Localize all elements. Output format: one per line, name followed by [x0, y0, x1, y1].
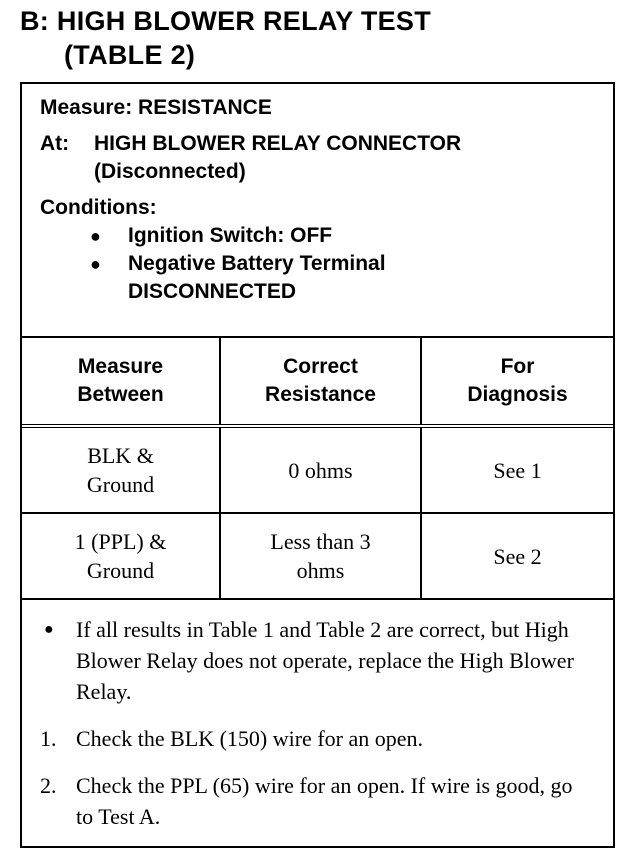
cell-text: 1 (PPL) & [74, 529, 167, 554]
header-measure-between [22, 338, 220, 426]
note-text: Check the PPL (65) wire for an open. If wire is good, go to Test A. [76, 773, 573, 829]
header-for-diagnosis [421, 338, 613, 426]
bullet-icon: ● [90, 226, 101, 246]
cell-text: Ground [86, 558, 155, 583]
resistance-table [22, 338, 613, 600]
condition-item-2-line-2: DISCONNECTED [128, 280, 297, 303]
cell-correct-resistance [220, 513, 421, 599]
cell-text: 0 ohms [288, 457, 353, 483]
cell-text: Less than 3 [270, 529, 371, 554]
cell-for-diagnosis: See 1 [421, 426, 613, 513]
at-label: At: [40, 132, 70, 155]
cell-text: Ground [86, 472, 155, 497]
page-title [20, 4, 431, 72]
cell-correct-resistance [220, 426, 421, 513]
condition-item-2-line-1: Negative Battery Terminal [128, 252, 386, 275]
condition-item [40, 222, 613, 250]
note-item [40, 770, 589, 832]
title-line-2: (TABLE 2) [64, 40, 196, 70]
cell-text: ohms [296, 558, 345, 583]
at-line-2: (Disconnected) [94, 160, 246, 183]
test-box [20, 82, 615, 848]
bullet-icon: ● [44, 621, 54, 638]
table-header-row [22, 338, 613, 426]
header-text: For [500, 355, 535, 378]
conditions-panel [22, 84, 613, 338]
at-block [40, 130, 613, 186]
notes-section [22, 600, 613, 832]
header-text: Resistance [265, 383, 376, 406]
at-line-1: HIGH BLOWER RELAY CONNECTOR [94, 132, 462, 155]
note-number: 1. [40, 726, 57, 751]
measure-line: Measure: RESISTANCE [40, 96, 272, 119]
cell-text: BLK & [87, 443, 154, 468]
condition-item-1-line-1: Ignition Switch: OFF [128, 224, 333, 247]
bullet-icon: ● [90, 254, 101, 274]
note-text: If all results in Table 1 and Table 2 are correct, but High Blower Relay does not operate, replace the High Blower Relay. [76, 617, 574, 704]
header-correct-resistance [220, 338, 421, 426]
note-number: 2. [40, 773, 57, 798]
cell-measure-between [22, 513, 220, 599]
table-row [22, 513, 613, 599]
note-text: Check the BLK (150) wire for an open. [76, 726, 424, 751]
header-text: Measure [77, 355, 164, 378]
cell-measure-between [22, 426, 220, 513]
table-row [22, 426, 613, 513]
header-text: Between [77, 383, 164, 406]
cell-for-diagnosis: See 2 [421, 513, 613, 599]
title-line-1: B: HIGH BLOWER RELAY TEST [20, 6, 432, 36]
note-item [40, 723, 589, 754]
header-text: Correct [283, 355, 358, 378]
condition-item [40, 250, 613, 306]
note-item [40, 614, 589, 707]
header-text: Diagnosis [467, 383, 568, 406]
conditions-label: Conditions: [40, 196, 157, 219]
